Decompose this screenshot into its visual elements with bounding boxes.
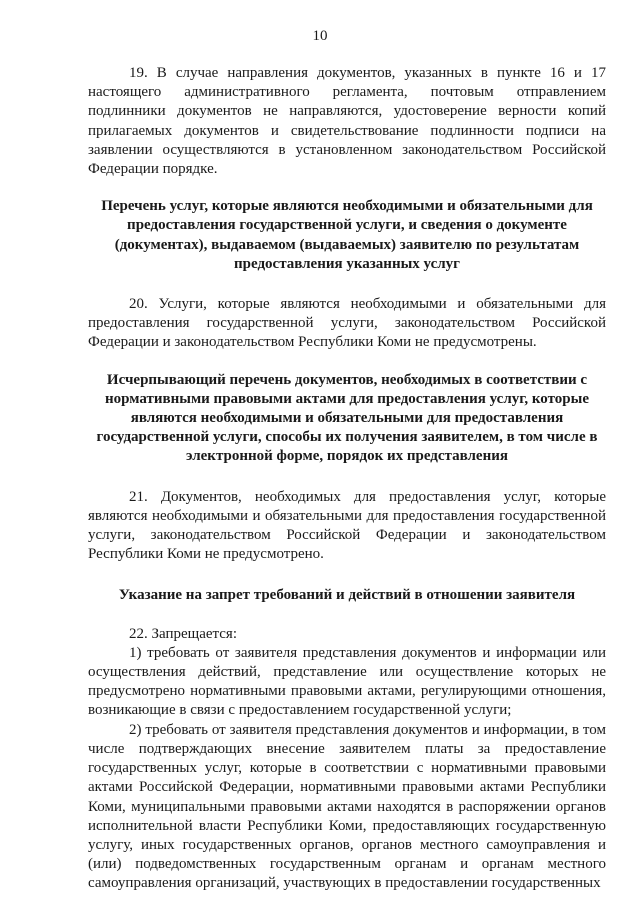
document-body (88, 64, 606, 894)
paragraph-22-item-2: 2) требовать от заявителя представления документов и информации, в том числе подтверждающих внесение заявителем платы за предоставление государственных услуг, которые в соответствии с нормативными правовыми актами Российской Федерации, нормативными правовыми актами Республики Коми, муниципальными правовыми актами находятся в распоряжении органов исполнительной власти Республики Коми, предоставляющих государственную услугу, иных государственных органов, органов местного самоуправления и (или) подведомственных государственным органам и органам местного самоуправления организаций, участвующих в предоставлении государственных (88, 721, 606, 892)
page-number: 10 (312, 28, 328, 44)
paragraph-22-item-1: 1) требовать от заявителя представления документов и информации или осуществления действий, представление или осуществление которых не предусмотрено нормативными правовыми актами, регулирующими отношения, возникающие в связи с предоставлением государственной услуги; (88, 644, 606, 719)
section-heading-documents-list: Исчерпывающий перечень документов, необходимых в соответствии с нормативными правовыми актами для предоставления услуг, которые являются необходимыми и обязательными для предоставления государственной услуги, способы их получения заявителем, в том числе в электронной форме, порядок их представления (96, 371, 598, 465)
section-heading-required-services: Перечень услуг, которые являются необходимыми и обязательными для предоставления государственной услуги, и сведения о документе (документах), выдаваемом (выдаваемых) заявителю по результатам предоставления указанных услуг (101, 198, 593, 272)
paragraph-21: 21. Документов, необходимых для предоставления услуг, которые являются необходимыми и обязательными для предоставления государственной услуги, законодательством Российской Федерации и законодательством Республики Коми не предусмотрено. (88, 488, 606, 563)
paragraph-19: 19. В случае направления документов, указанных в пункте 16 и 17 настоящего административного регламента, почтовым отправлением подлинники документов не направляются, удостоверение верности копий прилагаемых документов и свидетельствование подлинности подписи на заявлении осуществляются в установленном законодательством Российской Федерации порядке. (88, 65, 606, 178)
paragraph-20: 20. Услуги, которые являются необходимыми и обязательными для предоставления государственной услуги, законодательством Российской Федерации и законодательством Республики Коми не предусмотрены. (88, 296, 606, 351)
section-heading-prohibitions: Указание на запрет требований и действий в отношении заявителя (118, 587, 576, 604)
paragraph-22: 22. Запрещается: (129, 625, 237, 642)
